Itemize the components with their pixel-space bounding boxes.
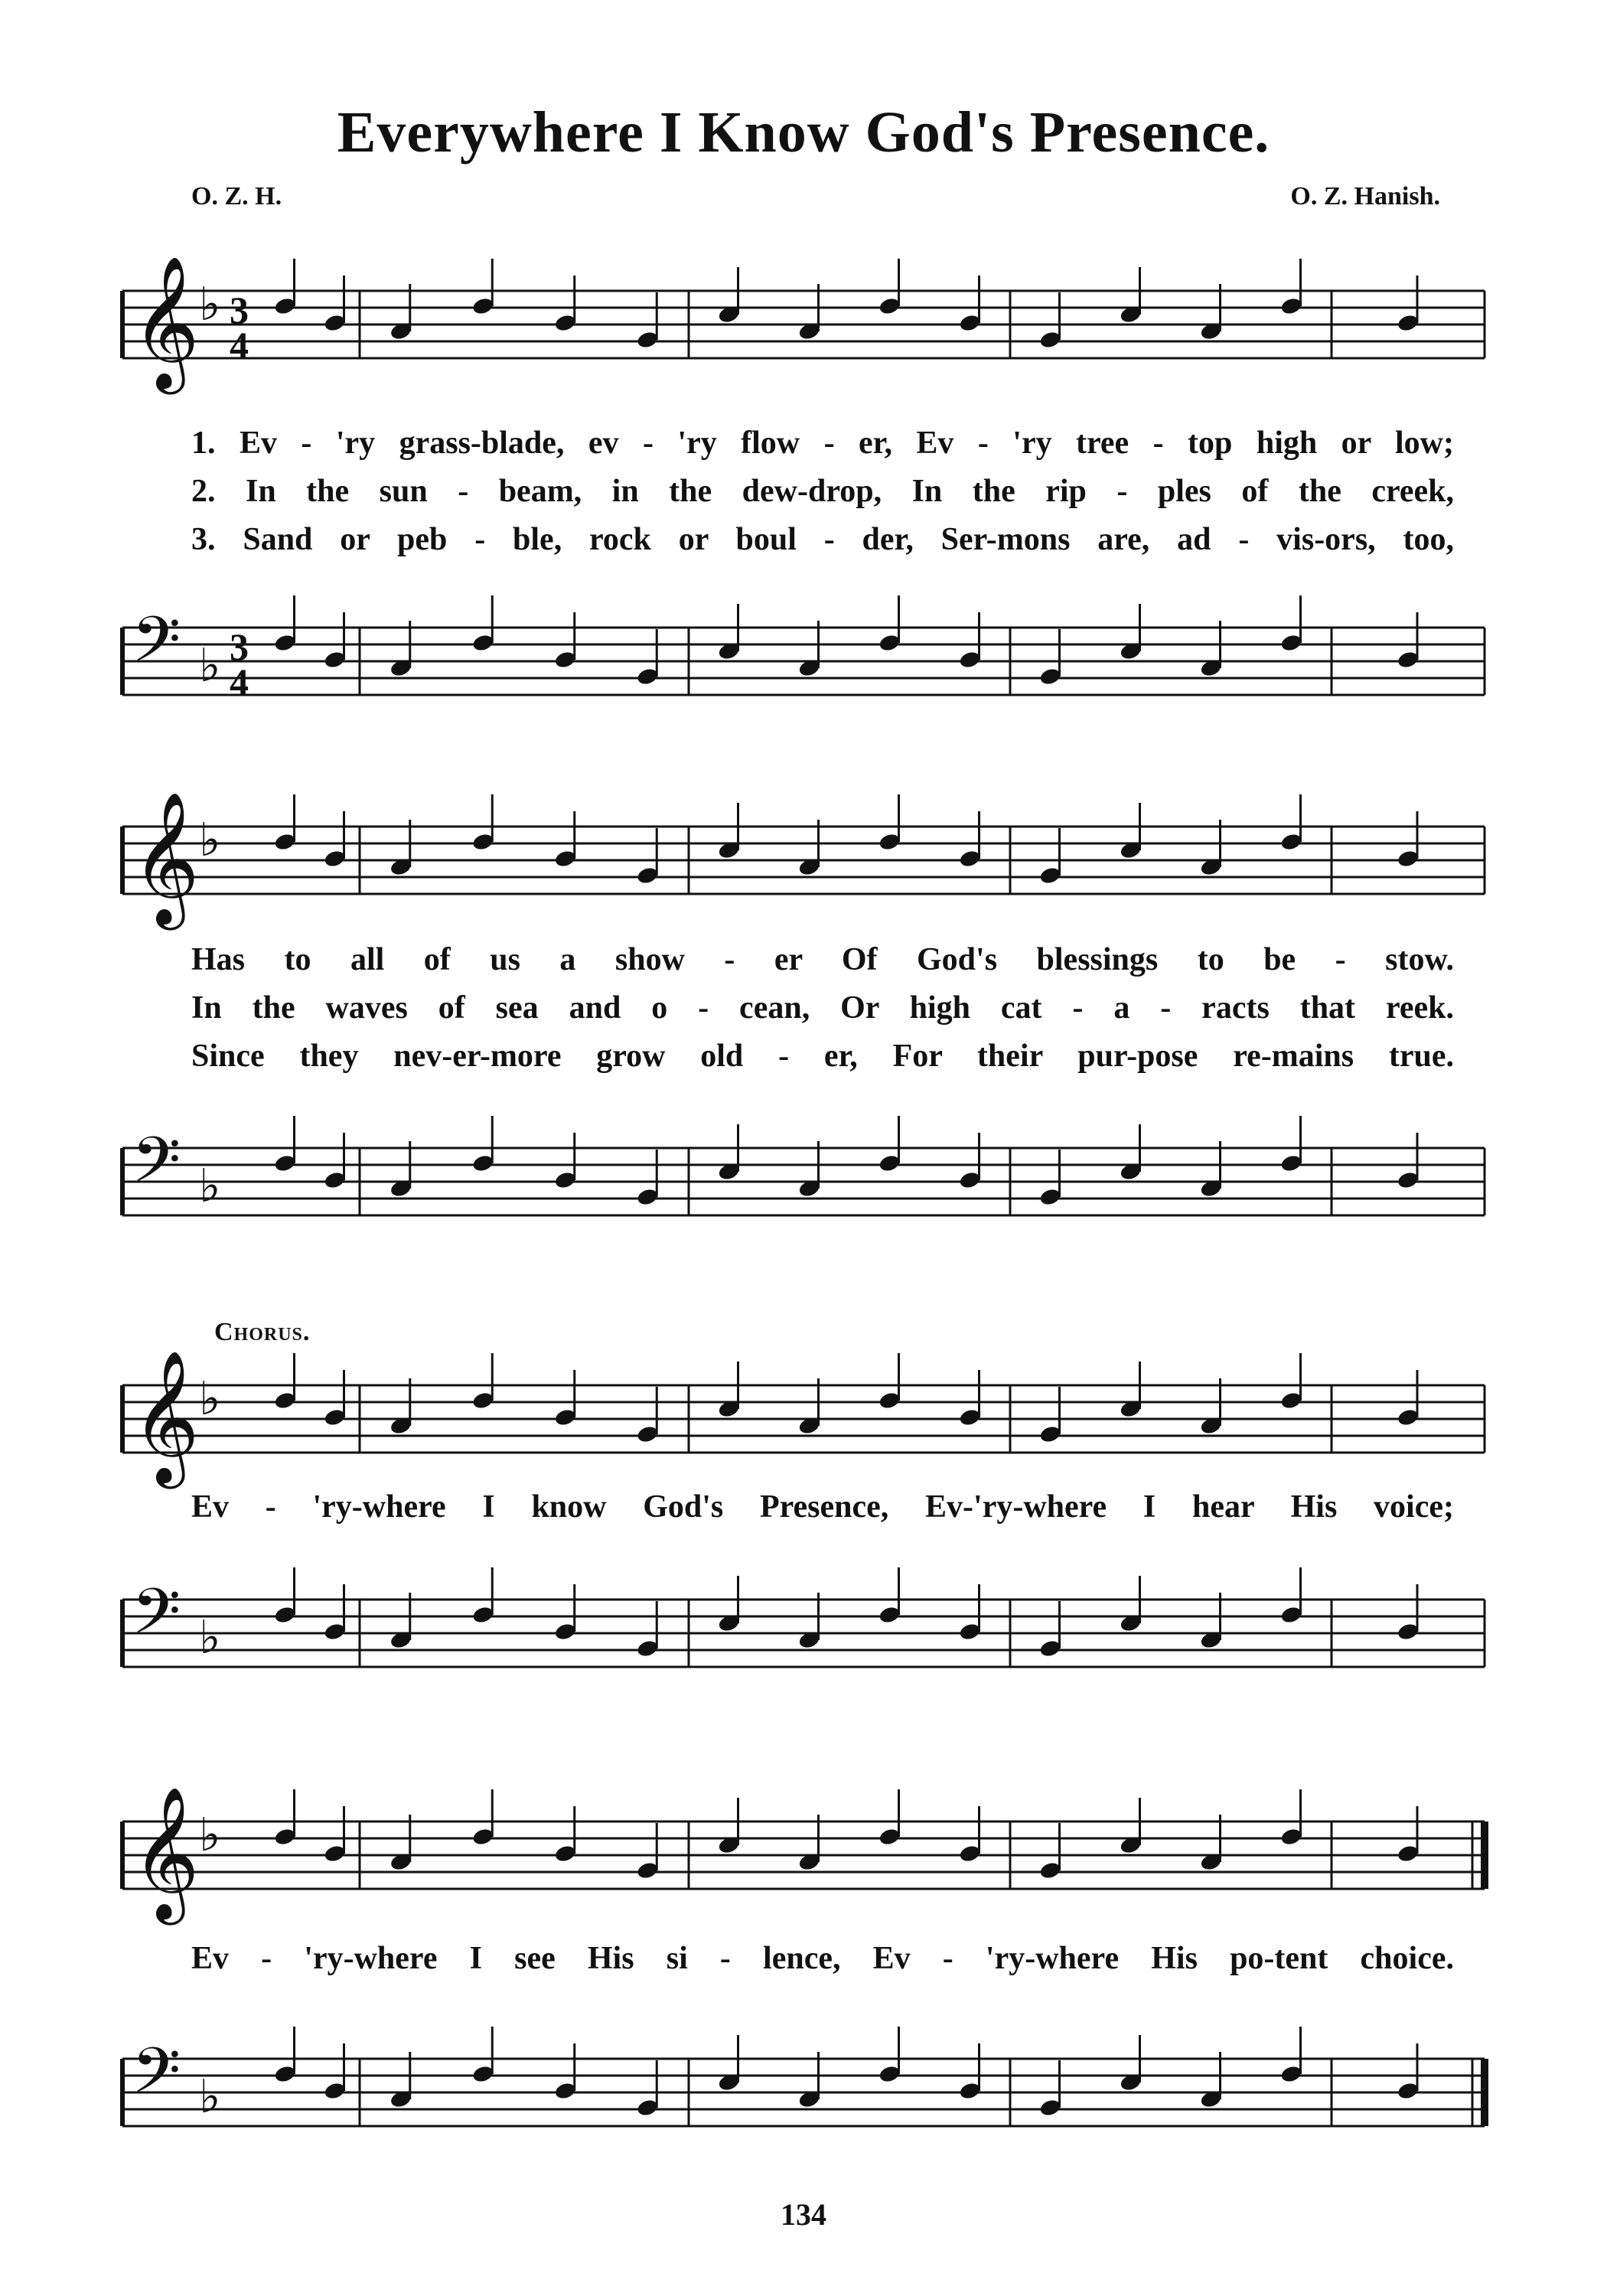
time-signature-bottom: 4 — [230, 324, 249, 367]
treble-staff — [122, 1786, 1500, 1919]
treble-clef-icon: 𝄞 — [132, 1786, 200, 1919]
bass-staff — [122, 1117, 1500, 1232]
time-signature-top: 3 — [230, 289, 249, 331]
bass-staff — [122, 2028, 1500, 2143]
time-signature-top: 3 — [230, 625, 249, 668]
time-signature-bottom: 4 — [230, 660, 249, 703]
lyric-chorus: Ev - 'ry-where I know God's Presence, Ev-'ry-where I hear His voice; — [191, 1489, 1454, 1525]
chorus-label: Chorus. — [214, 1318, 311, 1346]
treble-clef-icon: 𝄞 — [132, 256, 200, 389]
flat-icon: ♭ — [199, 1372, 221, 1426]
lyric-verse-2: In the waves of sea and o - cean, Or high cat - a - racts that reek. — [191, 990, 1454, 1026]
flat-icon: ♭ — [199, 814, 221, 867]
bass-staff — [122, 597, 1500, 712]
lyric-verse-3: Since they nev-er-more grow old - er, For their pur-pose re-mains true. — [191, 1039, 1454, 1074]
lyricist-credit: O. Z. H. — [191, 182, 282, 210]
flat-icon: ♭ — [199, 278, 221, 331]
composer-credit: O. Z. Hanish. — [1290, 182, 1440, 210]
flat-icon: ♭ — [199, 1611, 221, 1665]
music-system-4 — [122, 1760, 1500, 2174]
music-system-2 — [122, 765, 1500, 1240]
flat-icon: ♭ — [199, 2070, 221, 2124]
lyric-verse-2: 2. In the sun - beam, in the dew-drop, In the rip - ples of the creek, — [191, 474, 1454, 509]
treble-staff — [122, 256, 1500, 389]
treble-clef-icon: 𝄞 — [132, 791, 200, 925]
flat-icon: ♭ — [199, 639, 221, 693]
lyric-verse-1: 1. Ev - 'ry grass-blade, ev - 'ry flow - er, Ev - 'ry tree - top high or low; — [191, 426, 1454, 461]
treble-staff — [122, 791, 1500, 925]
flat-icon: ♭ — [199, 1808, 221, 1862]
bass-clef-icon: 𝄢 — [132, 1574, 181, 1664]
lyric-chorus: Ev - 'ry-where I see His si - lence, Ev - 'ry-where His po-tent choice. — [191, 1941, 1454, 1976]
lyric-verse-3: 3. Sand or peb - ble, rock or boul - der, Ser-mons are, ad - vis-ors, too, — [191, 522, 1454, 557]
bass-staff — [122, 1569, 1500, 1684]
bass-clef-icon: 𝄢 — [132, 602, 181, 692]
lyric-verse-1: Has to all of us a show - er Of God's blessings to be - stow. — [191, 942, 1454, 977]
hymn-title: Everywhere I Know God's Presence. — [337, 100, 1270, 165]
treble-staff — [122, 1350, 1500, 1483]
music-system-3 — [122, 1324, 1500, 1707]
flat-icon: ♭ — [199, 1159, 221, 1213]
treble-clef-icon: 𝄞 — [132, 1350, 200, 1483]
page-number: 134 — [781, 2197, 826, 2232]
music-system-1 — [122, 230, 1500, 704]
bass-clef-icon: 𝄢 — [132, 1123, 181, 1212]
bass-clef-icon: 𝄢 — [132, 2033, 181, 2123]
